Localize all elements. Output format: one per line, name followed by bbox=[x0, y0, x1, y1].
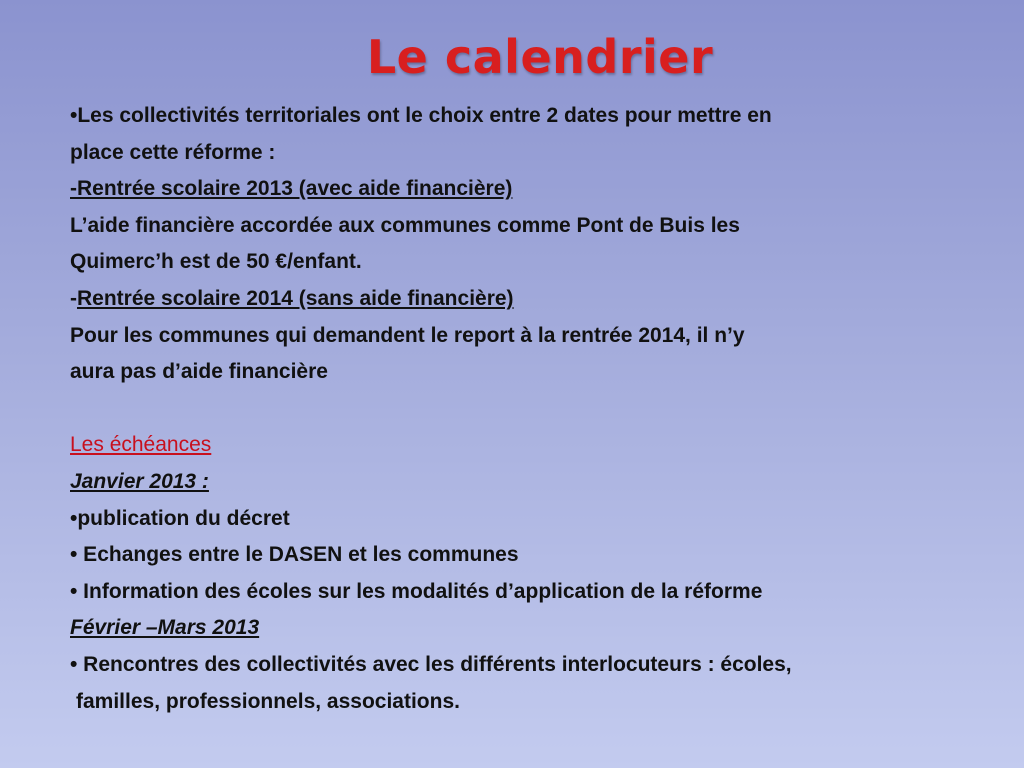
report-text-line-2: aura pas d’aide financière bbox=[70, 360, 328, 384]
list-item-meetings-line-2: familles, professionnels, associations. bbox=[76, 689, 460, 713]
bullet-choice-line-1: •Les collectivités territoriales ont le choix entre 2 dates pour mettre en bbox=[70, 104, 772, 127]
february-march-heading bbox=[70, 610, 970, 647]
deadlines-heading bbox=[70, 427, 970, 464]
aid-text-line-2: Quimerc’h est de 50 €/enfant. bbox=[70, 250, 362, 274]
list-item-exchanges: • Echanges entre le DASEN et les communes bbox=[70, 543, 519, 567]
slide-title: Le calendrier bbox=[366, 30, 714, 84]
aid-text-line-1: L’aide financière accordée aux communes comme Pont de Buis les bbox=[70, 213, 740, 237]
option-2013-heading bbox=[70, 171, 970, 208]
option-2014-label: Rentrée scolaire 2014 (sans aide financière) bbox=[77, 286, 514, 310]
slide-body bbox=[70, 98, 970, 720]
list-item-decree: •publication du décret bbox=[70, 506, 290, 530]
blank-line bbox=[70, 391, 970, 428]
january-label: Janvier 2013 : bbox=[70, 469, 209, 493]
january-heading bbox=[70, 464, 970, 501]
bullet-choice-line-2: place cette réforme : bbox=[70, 140, 276, 164]
report-text-line-1: Pour les communes qui demandent le report à la rentrée 2014, il n’y bbox=[70, 323, 745, 347]
option-2013-label: -Rentrée scolaire 2013 (avec aide financière) bbox=[70, 177, 513, 201]
deadlines-heading-label: Les échéances bbox=[70, 433, 212, 457]
option-2014-dash: - bbox=[70, 286, 77, 310]
list-item-information: • Information des écoles sur les modalités d’application de la réforme bbox=[70, 579, 763, 603]
option-2014-heading bbox=[70, 281, 970, 318]
list-item-meetings-line-1: • Rencontres des collectivités avec les différents interlocuteurs : écoles, bbox=[70, 652, 792, 676]
february-march-label: Février –Mars 2013 bbox=[70, 616, 260, 640]
